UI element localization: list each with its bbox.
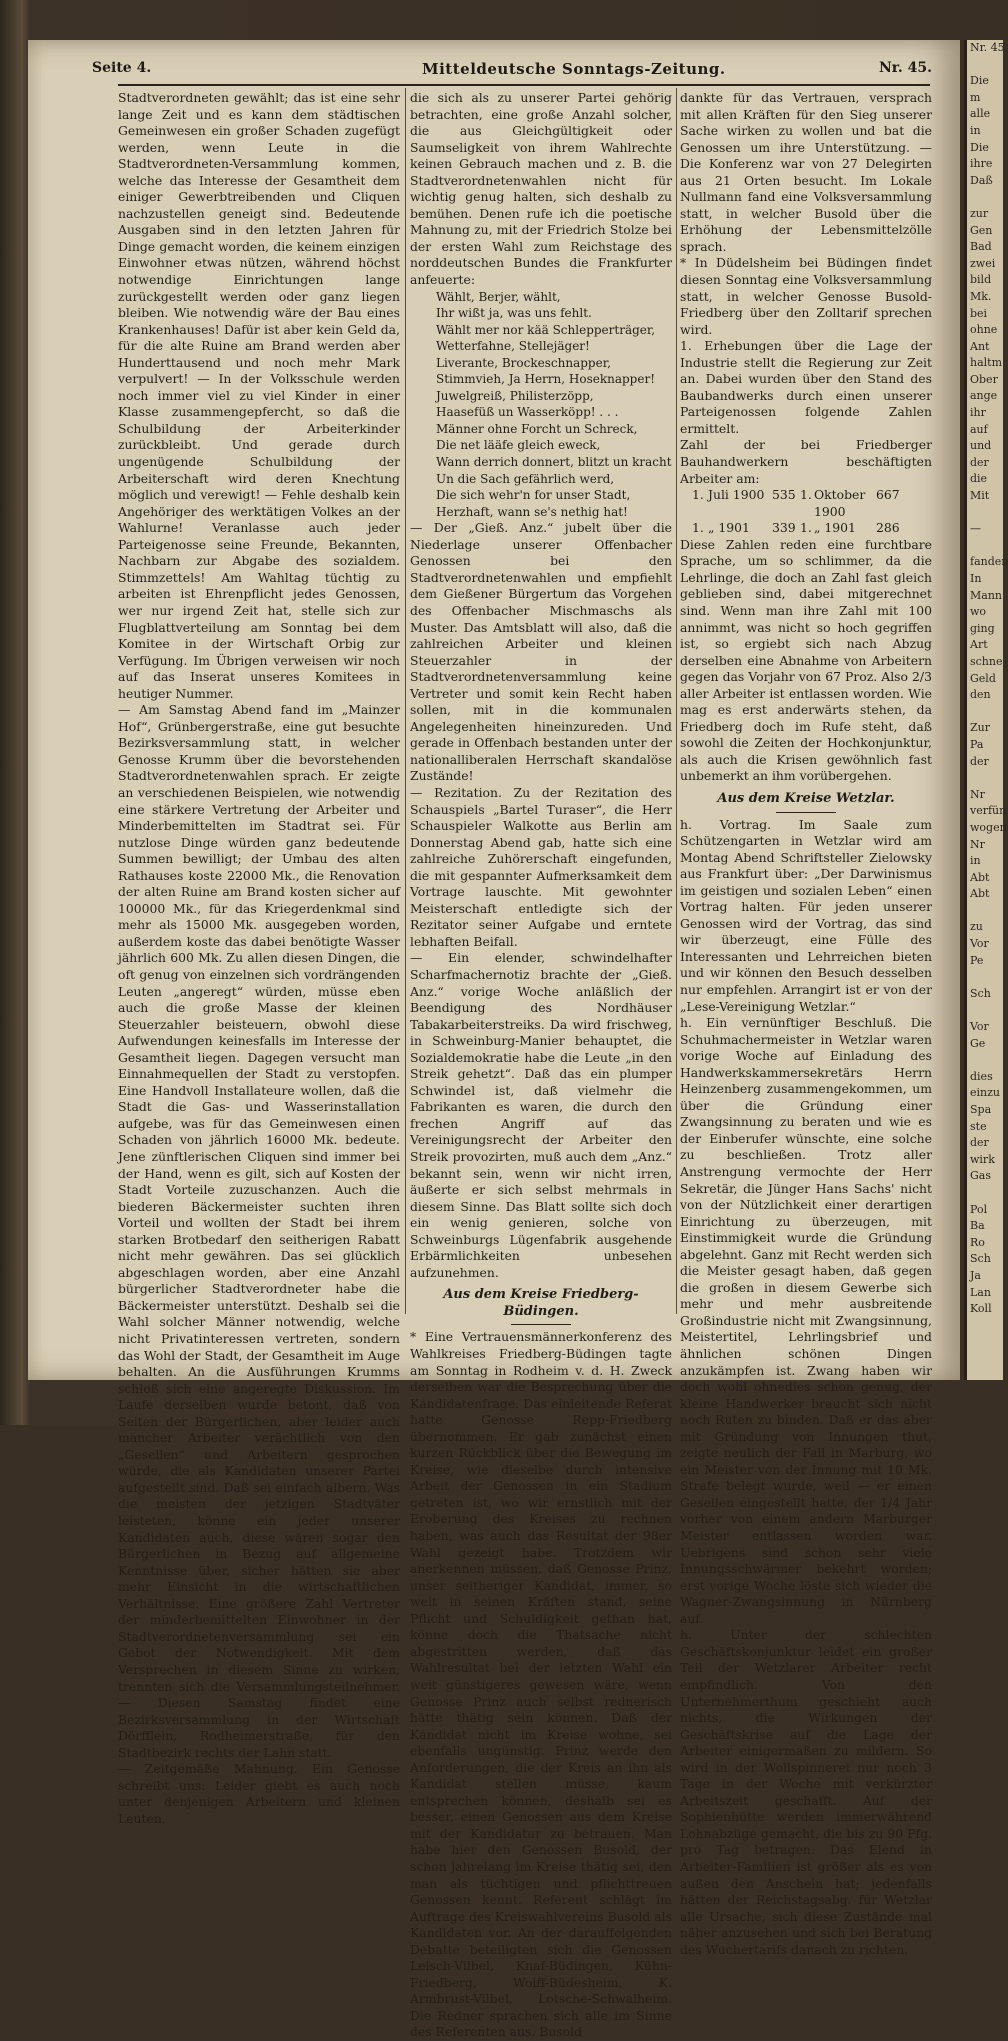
adjacent-page-fragment: Sch — [970, 1252, 991, 1266]
adjacent-page-fragment: Nr. 45. — [970, 41, 1008, 54]
article-paragraph: — Zeitgemäße Mahnung. Ein Genosse schreibt uns: Leider giebt es auch noch unter denjenigen Arbeitern und kleinen Leuten, — [118, 1761, 400, 1826]
column-1 — [118, 90, 400, 1827]
poem — [410, 289, 672, 521]
adjacent-page-fragment: Vor — [970, 1020, 989, 1034]
column-2 — [410, 90, 672, 2041]
adjacent-page-fragment: Pa — [970, 737, 984, 751]
adjacent-page-fragment: haltm — [970, 356, 1003, 370]
poem-line: Wetterfahne, Stellejäger! — [436, 339, 590, 354]
article-paragraph: Zahl der bei Friedberger Bauhandwerkern beschäftigten Arbeiter am: — [680, 437, 932, 486]
adjacent-page-fragment: dies — [970, 1069, 993, 1083]
adjacent-page-fragment: einzu — [970, 1086, 1000, 1100]
adjacent-page-fragment — [967, 538, 1003, 555]
poem-line: Un die Sach gefährlich werd, — [436, 471, 615, 486]
article-paragraph: — Rezitation. Zu der Rezitation des Schauspiels „Bartel Turaser“, die Herr Schauspieler Walkotte aus Berlin am Donnerstag Abend gab, hatte sich eine zahlreiche Zuhörerschaft eingefunden, die mit gespannter Aufmerksamkeit dem Vortrage lauschte. Mit gewohnter Meisterschaft entledigte sich der Rezitator seiner Aufgabe und erntete lebhaften Beifall. — [410, 784, 672, 949]
table-cell: 1. — [692, 520, 704, 536]
table-cell: Juli 1900 — [708, 487, 765, 503]
article-paragraph: dankte für das Vertrauen, versprach mit allen Kräften für den Sieg unserer Sache wirken zu wollen und bat die Genossen um ihre Unterstützung. — Die Konferenz war von 27 Delegirten aus 21 Orten besucht. Im Lokale Nullmann fand eine Volksversammlung statt, in welcher Busold über die Erhöhung der Lebensmittelzölle sprach. — [680, 90, 932, 254]
table-cell: 667 — [876, 487, 900, 503]
adjacent-page-fragment: ste — [970, 1119, 987, 1133]
article-paragraph: Stadtverordneten gewählt; das ist eine sehr lange Zeit und es kann dem städtischen Gemeinwesen ein großer Schaden zugefügt werden, wenn Leute in die Stadtverordneten-Versammlung kommen, welche das Interesse der Gesamtheit dem einiger Gewerbtreibenden und Cliquen nachzustellen geneigt sind. Bedeutende Ausgaben sind in den letzten Jahren für Dinge gemacht worden, die keinem einzigen Einwohner etwas nützen, während höchst notwendige Einrichtungen lange zurückgestellt werden oder ganz liegen bleiben. Wie notwendig wäre der Bau eines Krankenhauses! Dafür ist aber kein Geld da, für die alte Ruine am Brand werden aber Hunderttausend und noch mehr Mark verpulvert! — In der Volksschule werden noch immer viel zu viel Kinder in einer Klasse zusammengepfercht, so daß die Schulbildung der Arbeiterkinder zurückbleibt. Und gerade durch ungenügende Schulbildung der Arbeiterschaft wird deren Knechtung möglich und verewigt! — Fehle deshalb kein Angehöriger des werktätigen Volkes an der Wahlurne! Veranlasse auch jeder Parteigenosse seine Freunde, Bekannten, Nachbarn zur Abgabe des sozialdem. Stimmzettels! Am Wahltag tüchtig zu arbeiten ist Ehrenpflicht jedes Genossen, wer nur irgend Zeit hat, stelle sich zur Flugblattverteilung am Sonntag bei dem Komitee in der Wirtschaft Orbig zur Verfügung. Im Übrigen verweisen wir noch auf das Inserat unseres Komitees in heutiger Nummer. — [118, 90, 400, 701]
adjacent-page-fragment: Sch — [970, 986, 991, 1000]
adjacent-page-fragment: Ge — [970, 1036, 986, 1050]
adjacent-page-fragment: Ant — [970, 339, 990, 353]
page-number: Seite 4. — [92, 60, 152, 76]
adjacent-page-fragment — [967, 189, 1003, 206]
article-paragraph: * In Düdelsheim bei Büdingen findet diesen Sonntag eine Volksversammlung statt, in welcher Genosse Busold-Friedberg über den Zolltarif sprechen wird. — [680, 255, 932, 337]
adjacent-page-fragment: Spa — [970, 1103, 992, 1116]
adjacent-page-fragment: ging — [970, 621, 995, 635]
section-rule — [511, 1324, 571, 1325]
adjacent-page-fragment — [967, 903, 1003, 920]
table-cell: „ 1901 — [708, 520, 750, 536]
section-rule — [776, 812, 836, 813]
adjacent-page-fragment: Mk. — [970, 289, 992, 303]
adjacent-page-fragment: Pe — [970, 953, 984, 967]
poem-line: Wählt, Berjer, wählt, — [436, 289, 561, 304]
employment-table — [680, 487, 932, 537]
adjacent-page-fragment — [967, 770, 1003, 787]
adjacent-page-fragment: Nr — [970, 837, 985, 851]
adjacent-page-fragment: Gas — [970, 1169, 991, 1183]
table-cell: Oktober 1900 — [814, 487, 866, 519]
table-cell: 286 — [876, 520, 900, 536]
article-paragraph: h. Ein vernünftiger Beschluß. Die Schuhmachermeister in Wetzlar waren vorige Woche auf Einladung des Handwerkskammersekretärs Herrn Heinzenberg zusammengekommen, um über die Gründung einer Zwangsinnung zu beraten und wie es der Einberufer wünschte, eine solche zu beschließen. Trotz aller Anstrengung vermochte der Herr Sekretär, die Jünger Hans Sachs' nicht von der Nützlichkeit einer derartigen Einrichtung zu überzeugen, mit Einstimmigkeit wurde die Gründung abgelehnt. Ganz mit Recht werden sich die Meister gesagt haben, daß gegen die großen in diesem Gewerbe sich mehr und mehr ausbreitende Großindustrie nicht mit Zwangsinnung, Meistertitel, Lehrlingsbrief und ähnlichen schönen Dingen anzukämpfen ist. Zwang haben wir doch wohl ohnedies schon genug, der kleine Handwerker braucht sich nicht noch Ruten zu binden. Daß er das aber mit Gründung von Innungen thut, zeigte neulich der Fall in Marburg, wo ein Meister von der Innung mit 10 Mk. Strafe belegt wurde, weil — er einen Gesellen eingestellt hatte, der 1/4 Jahr vorher von einem andern Marburger Meister entlassen worden war. Uebrigens sind schon sehr viele Innungsschwärmer bekehrt worden; erst vorige Woche löste sich wieder die Wagner-Zwangsinnung in Nürnberg auf. — [680, 1015, 932, 1626]
adjacent-page-fragment — [967, 704, 1003, 721]
adjacent-page-fragment: Mit — [970, 489, 990, 503]
adjacent-page-fragment: bild — [970, 273, 992, 287]
adjacent-page-fragment: den — [970, 688, 991, 702]
issue-number: Nr. 45. — [879, 60, 932, 76]
adjacent-page-fragment: wirk — [970, 1152, 995, 1166]
article-paragraph: h. Unter der schlechten Geschäftskonjunktur leidet ein großer Teil der Wetzlarer Arbeiter recht empfindlich. Von den Unternehmerthum geschieht auch nichts, die Wirkungen der Geschäftskrise auf die Lage der Arbeiter einigermaßen zu mildern. So wird in der Wollspinnerei nur noch 3 Tage in der Woche mit verkürzter Arbeitszeit geschafft. Auf der Sophienhütte werden immerwährend Lohnabzüge gemacht, die bis zu 90 Pfg. pro Tag betragen. Das Elend in Arbeiter-Familien ist größer als es von außen den Anschein hat; jedenfalls hätten der Reichstagsabg. für Wetzlar alle Ursache, sich diese Zustände mal näher anzusehen und sich bei Beratung des Wuchertarifs danach zu richten. — [680, 1627, 932, 1957]
column-3 — [680, 90, 932, 1958]
adjacent-page-fragment: Abt — [970, 870, 990, 884]
adjacent-page-fragment: Koll — [970, 1302, 992, 1316]
article-paragraph: die sich als zu unserer Partei gehörig betrachten, eine große Anzahl solcher, die aus Gleichgültigkeit oder Saumseligkeit von ihrem Wahlrechte keinen Gebrauch machen und z. B. die Stadtverordnetenwahlen nicht für wichtig genug halten, sich deshalb zu bemühen. Denen rufe ich die poetische Mahnung zu, mit der Friedrich Stolze bei der ersten Wahl zum Reichstage des norddeutschen Bundes die Frankfurter anfeuerte: — [410, 90, 672, 288]
adjacent-page-fragment: in — [970, 123, 981, 137]
adjacent-page-fragment: Bad — [970, 240, 992, 254]
adjacent-page-fragment — [967, 1052, 1003, 1069]
adjacent-page-fragment: Art — [970, 638, 988, 652]
adjacent-page-fragment: Ober — [970, 372, 998, 386]
poem-line: Männer ohne Forcht un Schreck, — [436, 421, 638, 436]
poem-line: Herzhaft, wann se's nethig hat! — [436, 504, 628, 519]
article-paragraph: 1. Erhebungen über die Lage der Industrie stellt die Regierung zur Zeit an. Dabei wurden über den Stand des Baubandwerks durch einen unserer Parteigenossen folgende Zahlen ermittelt. — [680, 338, 932, 436]
article-paragraph: * Eine Vertrauensmännerkonferenz des Wahlkreises Friedberg-Büdingen tagte am Sonntag in Rodheim v. d. H. Zweck derselben war die Besprechung über die Kandidatenfrage. Das einleitende Referat hatte Genosse Repp-Friedberg übernommen. Er gab zunächst einen kurzen Rückblick über die Bewegung im Kreise, wie dieselbe durch intensive Arbeit der Genossen in ein Stadium getreten ist, wo wir ernstlich mit der Eroberung des Kreises zu rechnen haben, was auch das Resultat der 98er Wahl gezeigt habe. Trotzdem wir anerkennen müssen, daß Genosse Prinz, unser seitheriger Kandidat, immer, so weit in seinen Kräften stand, seine Pflicht und Schuldigkeit gethan hat, könne doch die Thatsache nicht abgestritten werden, daß das Wahlresultat bei der letzten Wahl ein weit günstigeres gewesen wäre, wenn Genosse Prinz auch selbst rednerisch hätte thätig sein können. Daß der Kandidat nicht im Kreise wohne, sei ebenfalls ungünstig. Prinz werde den Anforderungen, die der Kreis an ihn als Kandidat stellen müsse, kaum entsprechen können, deshalb sei es besser, einen Genossen aus dem Kreise mit der Kandidatur zu betrauen. Man habe hier den Genossen Busold, der schon jahrelang im Kreise thätig sei, den man als tüchtigen und pflichttreuen Genossen kennt. Referent schlägt im Auftrage des Kreiswahlvereins Busold als Kandidaten vor. An der darauffolgenden Debatte beteiligten sich die Genossen Leisch-Vilbel, Knaf-Büdingen, Kühn-Friedberg, Wolff-Büdesheim, K. Armbrust-Vilbel, Lotsche-Schwalheim. Die Redner sprachen sich alle im Sinne des Referenten aus. Busold — [410, 1329, 672, 2040]
adjacent-page-fragment: verfün — [970, 804, 1007, 818]
table-cell: 535 — [772, 487, 796, 503]
adjacent-page-fragment — [967, 1002, 1003, 1019]
adjacent-page-fragment: alle — [970, 107, 991, 121]
adjacent-page-fragment: In — [970, 572, 982, 585]
adjacent-page-fragment: bei — [970, 306, 988, 320]
adjacent-page-fragment: Ro — [970, 1235, 985, 1249]
table-cell: 1. — [800, 487, 812, 503]
poem-line: Ihr wißt ja, was uns fehlt. — [436, 306, 592, 321]
adjacent-page-fragment: Ja — [970, 1268, 981, 1282]
table-cell: 339 — [772, 520, 796, 536]
article-paragraph: — Am Samstag Abend fand im „Mainzer Hof“, Grünbergerstraße, eine gut besuchte Bezirksversammlung statt, in welcher Genosse Krumm über die bevorstehenden Stadtverordnetenwahlen sprach. Er zeigte an verschiedenen Beispielen, wie notwendig eine stärkere Vertretung der Arbeiter und Minderbemittelten im Stadtrat sei. Für nutzlose Dinge würden ganz bedeutende Summen bewilligt; der Umbau des alten Rathauses koste 22000 Mk., die Renovation der alten Ruine am Brand kosten sicher auf 100000 Mk., für das Kriegerdenkmal sind mehr als 15000 Mk. ausgegeben worden, außerdem koste das dabei benötigte Wasser jährlich 600 Mk. Zu allen diesen Dingen, die oft genug von einzelnen sich vordrängenden Leuten „angeregt“ würden, müsse eben auch die große Masse der kleinen Steuerzahler beisteuern, obwohl diese Aufwendungen keinesfalls im Interesse der Gesamtheit liegen. Dagegen versucht man Einnahmequellen der Stadt zu verstopfen. Eine Handvoll Installateure wollen, daß die Stadt die Gas- und Wasserinstallation aufgebe, was für das Gemeinwesen einen Schaden von jährlich 16000 Mk. bedeute. Jene zünftlerischen Cliquen sind immer bei der Hand, wenn es gilt, sich auf Kosten der Stadt Vorteile zuzuschanzen. Auch die biederen Bäckermeister suchten ihren Vorteil und wollten der Stadt bei ihrem starken Brotbedarf den seitherigen Rabatt nicht mehr gewähren. Das sei glücklich abgeschlagen worden, aber eine Anzahl bürgerlicher Stadtverordneter habe die Bäckermeister unterstützt. Deshalb sei die Wahl solcher Männer notwendig, welche nicht Privatinteressen vertreten, sondern das Wohl der Stadt, der Gesamtheit im Auge behalten. An die Ausführungen Krumms schloß sich eine angeregte Diskussion. Im Laufe derselben wurde betont, daß von Seiten der Bürgerlichen, aber leider auch mancher Arbeiter verächtlich von den „Gesellen“ und Arbeitern gesprochen würde, die als Kandidaten unserer Partei aufgestellt sind. Daß sei einfach albern. Was die meisten der jetzigen Stadtväter leisteten, könne ein jeder unserer Kandidaten auch, diese wären sogar den Bürgerlichen in Bezug auf allgemeine Kenntnisse über, sicher hätten sie aber mehr Einsicht in die wirtschaftlichen Verhältnisse. Eine größere Zahl Vertreter der minderbemittelten Einwohner in der Stadtverordnetenversammlung sei ein Gebot der Notwendigkeit. Mit dem Versprechen in diesem Sinne zu wirken, trennten sich die Versammlungsteilnehmer. — Diesen Samstag findet eine Bezirksversammlung in der Wirtschaft Dörfflein, Rodheimerstraße, für den Stadtbezirk rechts der Lahn statt. — [118, 702, 400, 1760]
adjacent-page-fragment: zu — [970, 920, 983, 934]
adjacent-page-fragment — [967, 505, 1003, 522]
adjacent-page-fragment: zur — [970, 206, 989, 220]
page-header — [92, 60, 932, 82]
article-paragraph: — Ein elender, schwindelhafter Scharfmachernotiz brachte der „Gieß. Anz.“ vorige Woche anläßlich der Beendigung des Nordhäuser Tabakarbeiterstreiks. Da wird frischweg, in Schweinburg-Manier behauptet, die Sozialdemokratie habe die Leute „in den Streik gehetzt“. Daß das ein plumper Schwindel ist, daß vielmehr die Fabrikanten es waren, die durch den frechen Angriff auf das Vereinigungsrecht der Arbeiter den Streik provozirten, muß auch dem „Anz.“ bekannt sein, wenn wir nicht irren, äußerte er sich selbst mehrmals in diesem Sinne. Das Blatt sollte sich doch ein wenig genieren, solche von Schweinburgs Lügenfabrik ausgehende Erbärmlichkeiten unbesehen aufzunehmen. — [410, 950, 672, 1280]
adjacent-page-fragment: Die — [970, 74, 989, 88]
adjacent-page-fragment: fanden — [970, 555, 1008, 569]
adjacent-page-fragment: der — [970, 1136, 989, 1150]
adjacent-page-text — [967, 40, 1008, 1318]
article-paragraph: h. Vortrag. Im Saale zum Schützengarten in Wetzlar wird am Montag Abend Schriftsteller Zielowsky aus Frankfurt über: „Der Darwinismus im geistigen und sozialen Leben“ einen Vortrag halten. Für jeden unserer Genossen wird der Vortrag, das sind wir überzeugt, eine Fülle des Interessanten und Lehrreichen bieten und wir können den Besuch desselben nur empfehlen. Arrangirt ist er von der „Lese-Vereinigung Wetzlar.“ — [680, 816, 932, 1014]
adjacent-page-fragment: der — [970, 754, 989, 768]
adjacent-page-fragment: Pol — [970, 1202, 988, 1216]
poem-line: Wann derrich donnert, blitzt un kracht — [436, 455, 672, 470]
adjacent-page-fragment — [967, 1185, 1003, 1202]
poem-line: Liverante, Brockeschnapper, — [436, 355, 611, 370]
adjacent-page-fragment: ihre — [970, 157, 993, 171]
adjacent-page-fragment: wo — [970, 605, 987, 619]
adjacent-page-fragment: Die — [970, 140, 989, 154]
adjacent-page-fragment: Vor — [970, 937, 989, 951]
table-cell: 1. — [800, 520, 812, 536]
adjacent-page-fragment: Zur — [970, 721, 990, 735]
section-heading: Aus dem Kreise Friedberg-Büdingen. — [443, 1287, 639, 1319]
adjacent-page-fragment: Gen — [970, 223, 993, 237]
table-cell: „ 1901 — [814, 520, 856, 536]
adjacent-page-fragment: Daß — [970, 173, 993, 187]
adjacent-page-fragment: schne — [970, 654, 1003, 668]
adjacent-page-fragment: ange — [970, 389, 998, 403]
column-divider — [405, 88, 406, 1314]
adjacent-page-fragment: der — [970, 455, 989, 469]
poem-line: Die sich wehr'n for unser Stadt, — [436, 488, 631, 503]
column-divider — [676, 88, 677, 1314]
poem-line: Stimmvieh, Ja Herrn, Hoseknapper! — [436, 372, 656, 387]
poem-line: Wählt mer nor kää Schlepperträger, — [436, 322, 656, 337]
article-paragraph: Diese Zahlen reden eine furchtbare Sprache, um so schlimmer, da die Lehrlinge, die doch an Zahl fast gleich geblieben sind, dabei mitgerechnet sind. Wenn man ihre Zahl mit 100 annimmt, was nicht so hoch gegriffen ist, so ergiebt sich nach Abzug derselben eine Abnahme von Arbeitern gegen das Vorjahr von 67 Proz. Also 2/3 aller Arbeiter ist entlassen worden. Wie mag es erst anderwärts stehen, da Friedberg doch im Rufe steht, daß sowohl die Zeiten der Hochkonjunktur, als auch die Krisen gewöhnlich fast unbemerkt an ihm vorübergehen. — [680, 536, 932, 784]
adjacent-page-edge — [964, 40, 1008, 1380]
poem-line: Die net lääfe gleich eweck, — [436, 438, 601, 453]
newspaper-title: Mitteldeutsche Sonntags-Zeitung. — [422, 60, 726, 78]
poem-line: Juwelgreiß, Philisterzöpp, — [436, 388, 594, 403]
adjacent-page-fragment: wogen — [970, 820, 1007, 834]
adjacent-page-fragment: Geld — [970, 671, 996, 685]
adjacent-page-fragment: in — [970, 854, 981, 868]
adjacent-page-fragment: Mann — [970, 588, 1002, 602]
adjacent-page-fragment: auf — [970, 422, 988, 436]
adjacent-page-fragment: m — [970, 90, 981, 104]
adjacent-page-fragment — [967, 57, 1003, 74]
adjacent-page-fragment: die — [970, 472, 988, 486]
adjacent-page-fragment: Abt — [970, 887, 990, 901]
adjacent-page-fragment: ohne — [970, 323, 998, 337]
article-paragraph: — Der „Gieß. Anz.“ jubelt über die Niederlage unserer Offenbacher Genossen bei den Stadtverordnetenwahlen und empfiehlt dem Gießener Bürgertum das Vorgehen des Offenbacher Mischmaschs als Muster. Das Amtsblatt will also, daß die zahlreichen Arbeiter und kleinen Steuerzahler in der Stadtverordnetenversammlung keine Vertreter und somit kein Recht haben sollen, mit in die kommunalen Angelegenheiten hineinzureden. Und gerade in Offenbach bestanden unter der nationalliberalen Herrschaft skandalöse Zustände! — [410, 520, 672, 784]
table-cell: 1. — [692, 487, 704, 503]
adjacent-page-fragment: Lan — [970, 1285, 991, 1299]
adjacent-page-fragment — [967, 969, 1003, 986]
adjacent-page-fragment: Ba — [970, 1219, 985, 1233]
header-rule — [118, 84, 930, 86]
adjacent-page-fragment: und — [970, 439, 992, 453]
poem-line: Haasefüß un Wasserköpp! . . . — [436, 405, 619, 420]
section-heading: Aus dem Kreise Wetzlar. — [717, 790, 895, 806]
adjacent-page-fragment: Nr — [970, 787, 985, 801]
adjacent-page-fragment: — — [970, 522, 981, 536]
adjacent-page-fragment: zwei — [970, 256, 996, 270]
adjacent-page-fragment: ihr — [970, 406, 986, 420]
